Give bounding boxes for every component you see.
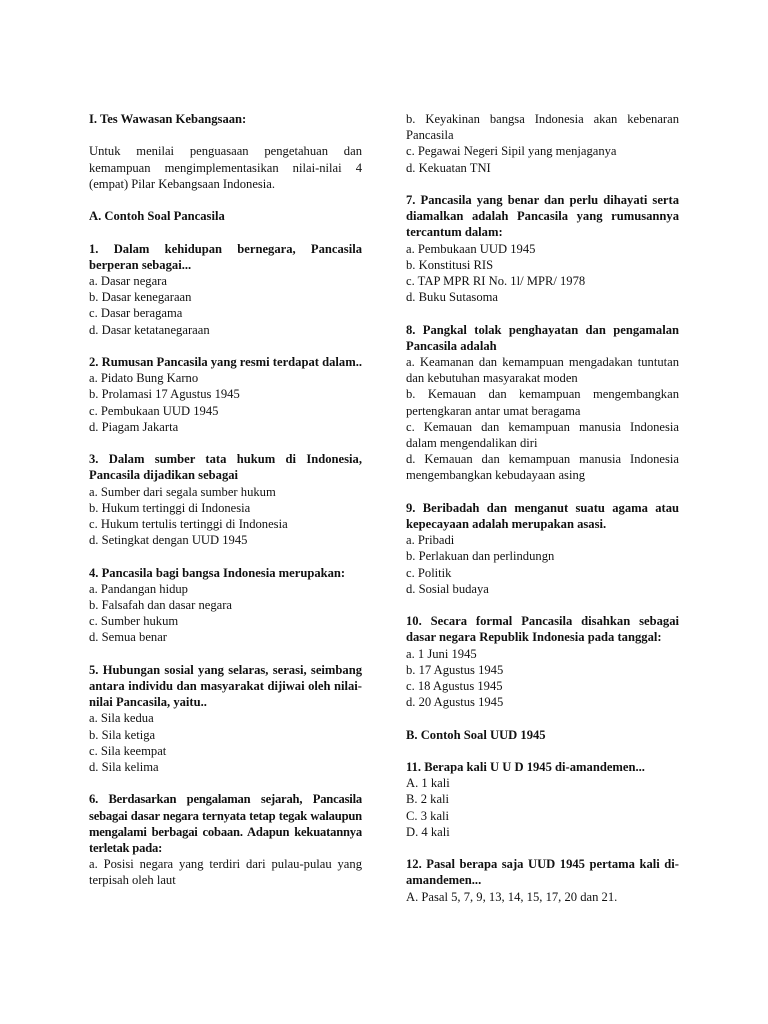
answer-option: A. Pasal 5, 7, 9, 13, 14, 15, 17, 20 dan 21. — [406, 889, 618, 904]
answer-option: C. 3 kali — [406, 808, 450, 823]
answer-option: b. Konstitusi RIS — [406, 257, 494, 272]
answer-option: d. Dasar ketatanegaraan — [89, 322, 210, 337]
left-column — [89, 111, 362, 905]
answer-option: B. 2 kali — [406, 792, 450, 807]
answer-option: b. Hukum tertinggi di Indonesia — [89, 500, 251, 515]
answer-option: b. Prolamasi 17 Agustus 1945 — [89, 387, 240, 402]
answer-option: d. Semua benar — [89, 630, 167, 645]
answer-option: c. Dasar beragama — [89, 306, 183, 321]
answer-option: c. Politik — [406, 565, 452, 580]
question-7 — [406, 192, 679, 305]
answer-option: c. Sila keempat — [89, 743, 167, 758]
answer-option: A. 1 kali — [406, 776, 450, 791]
answer-option: d. Buku Sutasoma — [406, 290, 499, 305]
question-4 — [89, 565, 362, 646]
question-10 — [406, 613, 679, 710]
answer-option: c. Kemauan dan kemampuan manusia Indonesia dalam mengendalikan diri — [406, 419, 679, 451]
answer-option: a. Keamanan dan kemampuan mengadakan tuntutan dan kebutuhan masyarakat moden — [406, 355, 679, 386]
question-text: 2. Rumusan Pancasila yang resmi terdapat dalam.. — [89, 354, 362, 369]
answer-option: b. Sila ketiga — [89, 727, 156, 742]
answer-option: a. 1 Juni 1945 — [406, 646, 477, 661]
question-text: 6. Berdasarkan pengalaman sejarah, Pancasila sebagai dasar negara ternyata tetap tegak walaupun mengalami berbagai cobaan. Adapun kekuatannya terletak pada: — [89, 792, 362, 856]
answer-option: b. 17 Agustus 1945 — [406, 662, 504, 677]
question-text: 7. Pancasila yang benar dan perlu dihayati serta diamalkan adalah Pancasila yang rumusannya tercantum dalam: — [406, 193, 679, 240]
answer-option: a. Pembukaan UUD 1945 — [406, 241, 536, 256]
question-text: 12. Pasal berapa saja UUD 1945 pertama kali di-amandemen... — [406, 857, 679, 888]
question-text: 1. Dalam kehidupan bernegara, Pancasila berperan sebagai... — [89, 241, 362, 272]
answer-option: d. Piagam Jakarta — [89, 419, 179, 434]
answer-option: b. Dasar kenegaraan — [89, 290, 192, 305]
question-12 — [406, 856, 679, 905]
subsection-title-a: A. Contoh Soal Pancasila — [89, 209, 225, 224]
question-text: 8. Pangkal tolak penghayatan dan pengamalan Pancasila adalah — [406, 322, 679, 353]
answer-option: d. Sila kelima — [89, 760, 159, 775]
answer-option: a. Dasar negara — [89, 273, 167, 288]
question-8 — [406, 322, 679, 484]
question-6 — [89, 791, 362, 888]
question-1 — [89, 241, 362, 338]
section-title: I. Tes Wawasan Kebangsaan: — [89, 112, 247, 126]
answer-option: c. Pembukaan UUD 1945 — [89, 403, 219, 418]
answer-option: d. Setingkat dengan UUD 1945 — [89, 533, 248, 548]
answer-option: b. Kemauan dan kemampuan mengembangkan pertengkaran antar umat beragama — [406, 387, 679, 418]
question-text: 4. Pancasila bagi bangsa Indonesia merupakan: — [89, 565, 346, 580]
answer-option: b. Keyakinan bangsa Indonesia akan kebenaran Pancasila — [406, 112, 679, 143]
answer-option: a. Pidato Bung Karno — [89, 371, 199, 386]
question-6-continued — [406, 111, 679, 176]
question-text: 9. Beribadah dan menganut suatu agama atau kepecayaan adalah merupakan asasi. — [406, 500, 679, 532]
question-2 — [89, 354, 362, 435]
answer-option: d. Kemauan dan kemampuan manusia Indonesia mengembangkan kebudayaan asing — [406, 452, 679, 483]
question-9 — [406, 500, 679, 597]
subsection-title-b: B. Contoh Soal UUD 1945 — [406, 727, 546, 742]
answer-option: c. Hukum tertulis tertinggi di Indonesia — [89, 517, 288, 531]
question-text: 5. Hubungan sosial yang selaras, serasi, seimbang antara individu dan masyarakat dijiwai oleh nilai-nilai Pancasila, yaitu.. — [89, 662, 362, 710]
question-5 — [89, 662, 362, 775]
answer-option: b. Falsafah dan dasar negara — [89, 598, 233, 612]
answer-option: c. TAP MPR RI No. 1l/ MPR/ 1978 — [406, 274, 586, 289]
answer-option: a. Sumber dari segala sumber hukum — [89, 484, 276, 499]
question-text: 3. Dalam sumber tata hukum di Indonesia, Pancasila dijadikan sebagai — [89, 452, 362, 483]
answer-option: a. Pribadi — [406, 533, 455, 548]
answer-option: D. 4 kali — [406, 824, 450, 839]
right-column — [406, 111, 679, 921]
answer-option: d. Kekuatan TNI — [406, 160, 491, 175]
question-11 — [406, 759, 679, 840]
answer-option: c. Sumber hukum — [89, 614, 179, 629]
answer-option: d. 20 Agustus 1945 — [406, 695, 504, 710]
answer-option: a. Posisi negara yang terdiri dari pulau-pulau yang terpisah oleh laut — [89, 857, 362, 888]
question-text: 10. Secara formal Pancasila disahkan sebagai dasar negara Republik Indonesia pada tanggal: — [406, 614, 679, 645]
answer-option: d. Sosial budaya — [406, 581, 489, 596]
answer-option: c. Pegawai Negeri Sipil yang menjaganya — [406, 144, 617, 159]
question-3 — [89, 451, 362, 548]
answer-option: b. Perlakuan dan perlindungn — [406, 549, 555, 564]
answer-option: a. Sila kedua — [89, 711, 154, 726]
answer-option: a. Pandangan hidup — [89, 581, 188, 596]
answer-option: c. 18 Agustus 1945 — [406, 679, 503, 694]
intro-paragraph: Untuk menilai penguasaan pengetahuan dan kemampuan mengimplementasikan nilai-nilai 4 (empat) Pilar Kebangsaan Indonesia. — [89, 144, 362, 191]
question-text: 11. Berapa kali U U D 1945 di-amandemen... — [406, 760, 645, 775]
